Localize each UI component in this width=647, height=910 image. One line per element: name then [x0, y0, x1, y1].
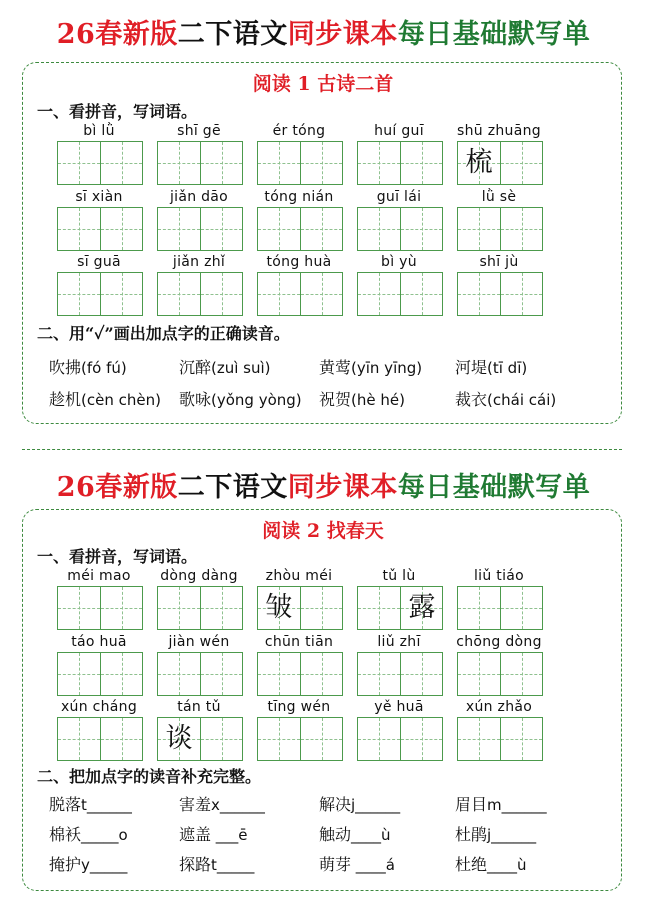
written-character	[501, 718, 543, 760]
item-word: 裁衣	[455, 390, 488, 409]
item-pinyin: m______	[487, 796, 547, 814]
writing-box[interactable]	[200, 718, 242, 760]
header-part3: 同步课本	[287, 19, 398, 50]
written-character	[301, 718, 343, 760]
item-pinyin: (chái cái)	[487, 391, 557, 409]
written-character	[258, 142, 300, 184]
writing-grid[interactable]	[57, 717, 143, 761]
writing-grid[interactable]	[57, 652, 143, 696]
worksheet-panel	[22, 509, 622, 891]
writing-box[interactable]	[358, 208, 400, 250]
written-character	[101, 587, 143, 629]
writing-grid[interactable]	[257, 141, 343, 185]
section2-title: 二、把加点字的读音补充完整。	[37, 767, 262, 786]
pronunciation-item[interactable]	[49, 852, 127, 875]
item-word: 脱落	[49, 795, 82, 814]
writing-box[interactable]	[358, 718, 400, 760]
pinyin-label: yě huā	[374, 699, 424, 715]
written-character	[58, 142, 100, 184]
header-part2: 二下语文	[177, 19, 288, 50]
writing-box[interactable]	[258, 718, 300, 760]
section2-title: 二、用“✓”画出加点字的正确读音。	[37, 324, 290, 343]
pinyin-label: bì lǜ	[83, 123, 115, 139]
written-character	[401, 208, 443, 250]
writing-box[interactable]	[258, 208, 300, 250]
pinyin-label: tán tǔ	[177, 699, 221, 715]
pinyin-label: tóng nián	[264, 189, 334, 205]
item-pinyin: y_____	[81, 856, 128, 874]
item-word: 掩护	[49, 855, 82, 874]
writing-box[interactable]	[400, 718, 442, 760]
pronunciation-item[interactable]	[455, 852, 527, 875]
section1-title: 一、看拼音，写词语。	[37, 102, 198, 121]
pronunciation-item[interactable]	[319, 852, 395, 875]
writing-box[interactable]	[300, 142, 342, 184]
item-word: 棉袄	[49, 825, 82, 844]
item-word: 遮盖	[179, 825, 212, 844]
pinyin-label: tǔ lù	[382, 568, 416, 584]
item-pinyin: (fó fú)	[81, 359, 127, 377]
written-character	[501, 587, 543, 629]
writing-box[interactable]	[100, 587, 142, 629]
written-character	[258, 208, 300, 250]
item-word: 河堤	[455, 358, 488, 377]
worksheet-panel	[22, 62, 622, 424]
writing-grid[interactable]	[357, 207, 443, 251]
writing-box[interactable]	[500, 587, 542, 629]
writing-grid[interactable]	[157, 586, 243, 630]
pinyin-label: xún zhǎo	[465, 699, 533, 715]
written-character	[301, 587, 343, 629]
pinyin-label: tīng wén	[267, 699, 331, 715]
writing-box[interactable]	[400, 142, 442, 184]
writing-box[interactable]	[158, 653, 200, 695]
pinyin-label: táo huā	[71, 634, 127, 650]
written-character	[58, 653, 100, 695]
writing-box[interactable]	[300, 653, 342, 695]
writing-box[interactable]	[500, 208, 542, 250]
pronunciation-item[interactable]	[319, 387, 405, 410]
pronunciation-item[interactable]	[49, 792, 132, 815]
written-character	[458, 718, 500, 760]
written-character	[358, 718, 400, 760]
writing-grid[interactable]	[357, 652, 443, 696]
writing-grid[interactable]	[357, 586, 443, 630]
writing-grid[interactable]	[457, 272, 543, 316]
writing-box[interactable]	[400, 208, 442, 250]
item-pinyin: (zuì suì)	[211, 359, 271, 377]
item-pinyin: (yǒng yòng)	[211, 391, 302, 409]
writing-box[interactable]	[158, 142, 200, 184]
written-character	[58, 208, 100, 250]
writing-box[interactable]	[100, 142, 142, 184]
writing-grid[interactable]	[457, 586, 543, 630]
item-pinyin: j______	[351, 796, 401, 814]
writing-box[interactable]	[200, 208, 242, 250]
worksheet-header	[0, 465, 647, 504]
written-character	[458, 273, 500, 315]
item-pinyin: j______	[487, 826, 537, 844]
pinyin-label: huí guī	[374, 123, 424, 139]
written-character	[301, 273, 343, 315]
writing-box[interactable]	[458, 142, 500, 184]
written-character	[201, 273, 243, 315]
written-character	[201, 653, 243, 695]
pinyin-label: jiǎn zhǐ	[172, 254, 226, 270]
writing-grid[interactable]	[157, 652, 243, 696]
written-character	[101, 273, 143, 315]
writing-grid[interactable]	[157, 717, 243, 761]
written-character	[158, 587, 200, 629]
writing-grid[interactable]	[157, 207, 243, 251]
writing-box[interactable]	[258, 273, 300, 315]
writing-box[interactable]	[500, 142, 542, 184]
item-word: 触动	[319, 825, 352, 844]
written-character	[501, 208, 543, 250]
header-part1: 26春新版	[56, 19, 178, 50]
pinyin-label: sī xiàn	[75, 189, 123, 205]
pinyin-label: jiǎn dāo	[169, 189, 229, 205]
written-character: 皱	[265, 592, 293, 623]
written-character	[301, 142, 343, 184]
writing-grid[interactable]	[357, 141, 443, 185]
writing-box[interactable]	[458, 653, 500, 695]
written-character	[58, 273, 100, 315]
writing-box[interactable]	[500, 273, 542, 315]
written-character	[158, 142, 200, 184]
pronunciation-item[interactable]	[455, 822, 536, 845]
writing-box[interactable]	[458, 718, 500, 760]
pinyin-label: xún cháng	[60, 699, 138, 715]
written-character	[158, 208, 200, 250]
writing-box[interactable]	[200, 142, 242, 184]
writing-box[interactable]	[458, 587, 500, 629]
pinyin-label: sī guā	[77, 254, 121, 270]
writing-grid[interactable]	[157, 141, 243, 185]
writing-box[interactable]	[58, 718, 100, 760]
written-character	[201, 142, 243, 184]
worksheet-header	[0, 12, 647, 51]
writing-box[interactable]	[100, 653, 142, 695]
written-character	[58, 587, 100, 629]
writing-box[interactable]	[400, 273, 442, 315]
writing-box[interactable]	[400, 587, 442, 629]
item-pinyin: ____ù	[487, 856, 527, 874]
writing-box[interactable]	[58, 587, 100, 629]
item-pinyin: x______	[211, 796, 265, 814]
writing-box[interactable]	[458, 208, 500, 250]
written-character	[301, 653, 343, 695]
writing-grid[interactable]	[57, 141, 143, 185]
written-character	[358, 142, 400, 184]
written-character	[458, 653, 500, 695]
item-pinyin: _____o	[81, 826, 128, 844]
written-character: 谈	[165, 723, 193, 754]
item-pinyin: t_____	[211, 856, 255, 874]
item-pinyin: t______	[81, 796, 132, 814]
writing-box[interactable]	[358, 587, 400, 629]
header-part3: 同步课本	[287, 472, 398, 503]
writing-box[interactable]	[200, 653, 242, 695]
writing-grid[interactable]	[57, 272, 143, 316]
item-word: 害羞	[179, 795, 212, 814]
writing-box[interactable]	[58, 208, 100, 250]
item-pinyin: (tī dī)	[487, 359, 528, 377]
writing-grid[interactable]	[257, 717, 343, 761]
pronunciation-item[interactable]	[49, 355, 127, 378]
writing-grid[interactable]	[257, 586, 343, 630]
pronunciation-item[interactable]	[49, 387, 161, 410]
writing-box[interactable]	[300, 587, 342, 629]
written-character	[258, 273, 300, 315]
writing-box[interactable]	[358, 142, 400, 184]
item-word: 杜鹃	[455, 825, 488, 844]
item-word: 趁机	[49, 390, 82, 409]
pinyin-label: liǔ tiáo	[473, 568, 525, 584]
item-pinyin: ____á	[351, 856, 395, 874]
written-character	[258, 718, 300, 760]
pronunciation-item[interactable]	[179, 387, 302, 410]
writing-box[interactable]	[58, 142, 100, 184]
header-part1: 26春新版	[56, 472, 178, 503]
written-character	[401, 653, 443, 695]
written-character	[101, 142, 143, 184]
pinyin-label: chūn tiān	[264, 634, 334, 650]
writing-box[interactable]	[300, 273, 342, 315]
written-character	[401, 718, 443, 760]
writing-box[interactable]	[258, 653, 300, 695]
writing-box[interactable]	[158, 718, 200, 760]
written-character	[401, 142, 443, 184]
written-character	[358, 587, 400, 629]
pinyin-label: jiàn wén	[168, 634, 230, 650]
writing-box[interactable]	[500, 718, 542, 760]
written-character	[158, 273, 200, 315]
header-part4: 每日基础默写单	[397, 472, 591, 503]
pronunciation-item[interactable]	[319, 355, 422, 378]
written-character	[158, 653, 200, 695]
written-character	[58, 718, 100, 760]
item-pinyin: (cèn chèn)	[81, 391, 161, 409]
pinyin-label: shū zhuāng	[457, 123, 541, 139]
pinyin-label: bì yù	[381, 254, 417, 270]
lesson-title: 阅读 1 古诗二首	[252, 73, 394, 95]
writing-grid[interactable]	[157, 272, 243, 316]
pinyin-label: ér tóng	[272, 123, 326, 139]
writing-box[interactable]	[500, 653, 542, 695]
item-word: 沉醉	[179, 358, 212, 377]
pinyin-label: lǜ sè	[481, 189, 517, 205]
writing-box[interactable]	[100, 208, 142, 250]
written-character	[101, 718, 143, 760]
item-word: 吹拂	[49, 358, 82, 377]
written-character	[101, 653, 143, 695]
written-character	[501, 273, 543, 315]
pronunciation-item[interactable]	[455, 387, 556, 410]
writing-box[interactable]	[58, 273, 100, 315]
item-word: 祝贺	[319, 390, 352, 409]
writing-grid[interactable]	[457, 717, 543, 761]
writing-grid[interactable]	[57, 207, 143, 251]
writing-grid[interactable]	[357, 272, 443, 316]
written-character: 梳	[465, 147, 493, 178]
header-part4: 每日基础默写单	[397, 19, 591, 50]
writing-box[interactable]	[158, 587, 200, 629]
writing-box[interactable]	[400, 653, 442, 695]
writing-grid[interactable]	[457, 207, 543, 251]
writing-grid[interactable]	[257, 652, 343, 696]
writing-grid[interactable]	[457, 652, 543, 696]
written-character	[201, 718, 243, 760]
writing-box[interactable]	[358, 653, 400, 695]
writing-box[interactable]	[58, 653, 100, 695]
pinyin-label: shī jù	[479, 254, 519, 270]
writing-box[interactable]	[158, 273, 200, 315]
section1-title: 一、看拼音，写词语。	[37, 547, 198, 566]
writing-box[interactable]	[200, 273, 242, 315]
pronunciation-item[interactable]	[319, 822, 391, 845]
item-pinyin: ___ē	[211, 826, 248, 844]
sheet-divider	[22, 449, 622, 450]
pronunciation-item[interactable]	[179, 355, 271, 378]
written-character	[458, 587, 500, 629]
written-character	[358, 273, 400, 315]
writing-grid[interactable]	[257, 272, 343, 316]
pinyin-label: zhòu méi	[265, 568, 333, 584]
item-word: 解决	[319, 795, 352, 814]
writing-grid[interactable]	[357, 717, 443, 761]
writing-grid[interactable]	[57, 586, 143, 630]
writing-grid[interactable]	[257, 207, 343, 251]
item-word: 探路	[179, 855, 212, 874]
writing-box[interactable]	[100, 718, 142, 760]
written-character	[358, 653, 400, 695]
pinyin-label: shī gē	[177, 123, 221, 139]
pinyin-label: guī lái	[376, 189, 422, 205]
writing-box[interactable]	[358, 273, 400, 315]
writing-box[interactable]	[158, 208, 200, 250]
written-character	[401, 273, 443, 315]
pinyin-label: chōng dòng	[456, 634, 542, 650]
writing-box[interactable]	[300, 208, 342, 250]
writing-box[interactable]	[300, 718, 342, 760]
writing-box[interactable]	[100, 273, 142, 315]
item-word: 萌芽	[319, 855, 352, 874]
writing-grid[interactable]	[457, 141, 543, 185]
written-character	[258, 653, 300, 695]
pinyin-label: dòng dàng	[160, 568, 238, 584]
written-character: 露	[408, 592, 436, 623]
written-character	[101, 208, 143, 250]
item-word: 杜绝	[455, 855, 488, 874]
written-character	[501, 653, 543, 695]
pinyin-label: méi mao	[67, 568, 131, 584]
pronunciation-item[interactable]	[455, 792, 547, 815]
pronunciation-item[interactable]	[455, 355, 527, 378]
item-word: 眉目	[455, 795, 488, 814]
item-pinyin: (yīn yīng)	[351, 359, 423, 377]
pronunciation-item[interactable]	[49, 822, 128, 845]
pinyin-label: liǔ zhī	[377, 634, 421, 650]
written-character	[458, 208, 500, 250]
pronunciation-item[interactable]	[179, 852, 254, 875]
header-part2: 二下语文	[177, 472, 288, 503]
writing-box[interactable]	[258, 587, 300, 629]
pronunciation-item[interactable]	[179, 792, 265, 815]
item-pinyin: ____ù	[351, 826, 391, 844]
writing-box[interactable]	[200, 587, 242, 629]
pronunciation-item[interactable]	[179, 822, 248, 845]
written-character	[301, 208, 343, 250]
item-word: 黄莺	[319, 358, 352, 377]
written-character	[201, 208, 243, 250]
written-character	[501, 142, 543, 184]
lesson-title: 阅读 2 找春天	[262, 520, 384, 542]
item-pinyin: (hè hé)	[351, 391, 405, 409]
writing-box[interactable]	[258, 142, 300, 184]
pronunciation-item[interactable]	[319, 792, 400, 815]
writing-box[interactable]	[458, 273, 500, 315]
item-word: 歌咏	[179, 390, 212, 409]
pinyin-label: tóng huà	[266, 254, 332, 270]
written-character	[201, 587, 243, 629]
written-character	[358, 208, 400, 250]
